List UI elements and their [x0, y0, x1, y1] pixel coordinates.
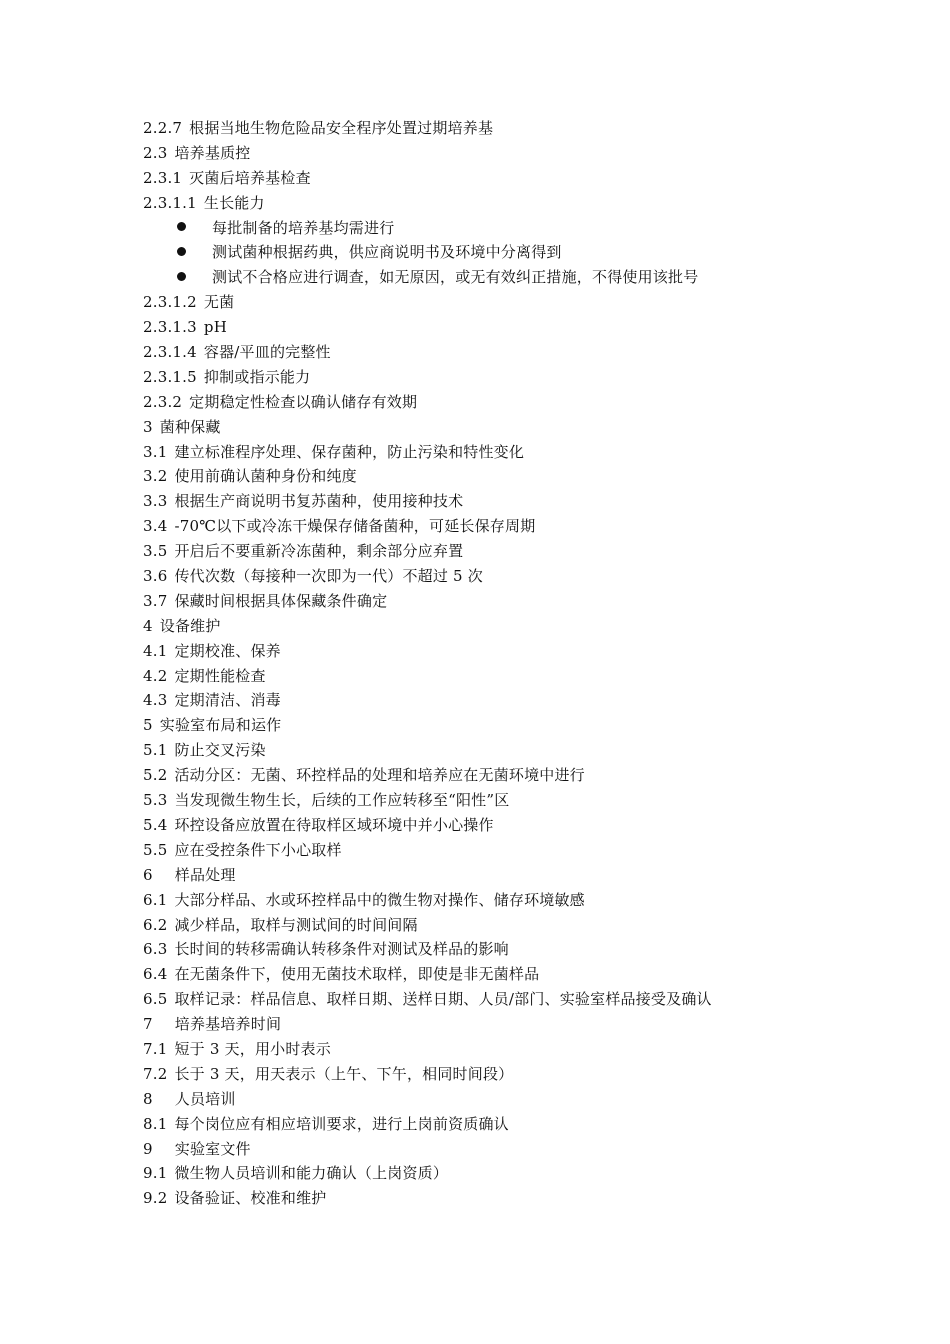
outline-item [143, 539, 903, 564]
item-text: 生长能力 [203, 193, 265, 212]
outline-item [143, 1087, 903, 1112]
section-number: 2.3.1.1 [143, 193, 197, 212]
outline-item [143, 987, 903, 1012]
outline-item [143, 464, 903, 489]
bullet-icon [177, 222, 186, 231]
outline-item [143, 166, 903, 191]
item-text: 应在受控条件下小心取样 [174, 840, 342, 859]
item-text: 样品处理 [174, 865, 236, 884]
item-text: -70℃以下或冷冻干燥保存储备菌种，可延长保存周期 [174, 517, 536, 536]
item-text: 在无菌条件下，使用无菌技术取样，即使是非无菌样品 [174, 965, 540, 984]
item-text: 定期稳定性检查以确认储存有效期 [189, 392, 418, 411]
section-number: 2.3.1 [143, 168, 183, 187]
outline-item [143, 1062, 903, 1087]
section-number: 4 [143, 616, 153, 635]
section-number: 3.4 [143, 517, 168, 536]
section-number: 9.2 [143, 1189, 168, 1208]
outline-item [143, 290, 903, 315]
item-text: pH [203, 318, 227, 337]
section-number: 3.7 [143, 591, 168, 610]
section-number: 3.2 [143, 467, 168, 486]
outline-item [143, 863, 903, 888]
section-number: 8 [143, 1089, 153, 1108]
section-number: 3.6 [143, 567, 168, 586]
outline-item [143, 116, 903, 141]
outline-item [143, 514, 903, 539]
section-number: 5.5 [143, 840, 168, 859]
item-text: 灭菌后培养基检查 [189, 168, 311, 187]
section-number: 7.1 [143, 1039, 168, 1058]
section-number: 5.2 [143, 766, 168, 785]
item-text: 根据生产商说明书复苏菌种，使用接种技术 [174, 492, 464, 511]
outline-item [143, 340, 903, 365]
outline-item [143, 639, 903, 664]
section-number: 2.2.7 [143, 119, 183, 137]
section-number: 2.3.1.3 [143, 318, 197, 337]
outline-item [143, 1037, 903, 1062]
section-number: 2.3.1.5 [143, 367, 197, 386]
outline-item [143, 664, 903, 689]
document-body [143, 116, 903, 1211]
section-number: 9.1 [143, 1164, 168, 1183]
item-text: 抑制或指示能力 [203, 367, 311, 386]
bullet-item [143, 265, 903, 290]
outline-item [143, 962, 903, 987]
section-number: 8.1 [143, 1114, 168, 1133]
section-number: 5.4 [143, 815, 168, 834]
section-number: 6.3 [143, 940, 168, 959]
bullet-icon [177, 272, 186, 281]
outline-item [143, 365, 903, 390]
item-text: 减少样品，取样与测试间的时间间隔 [174, 915, 418, 934]
section-number: 9 [143, 1139, 153, 1158]
outline-item [143, 489, 903, 514]
outline-item [143, 1012, 903, 1037]
section-number: 3.5 [143, 542, 168, 561]
section-number: 6 [143, 865, 153, 884]
section-number: 3.3 [143, 492, 168, 511]
outline-item [143, 688, 903, 713]
section-number: 3 [143, 417, 153, 436]
section-number: 7 [143, 1015, 153, 1034]
outline-item [143, 1137, 903, 1162]
item-text: 活动分区：无菌、环控样品的处理和培养应在无菌环境中进行 [174, 766, 585, 785]
bullet-item [143, 216, 903, 241]
section-number: 7.2 [143, 1064, 168, 1083]
section-number: 4.2 [143, 666, 168, 685]
section-number: 5.3 [143, 791, 168, 810]
outline-item [143, 440, 903, 465]
outline-item [143, 937, 903, 962]
outline-item [143, 141, 903, 166]
item-text: 测试菌种根据药典，供应商说明书及环境中分离得到 [212, 243, 562, 262]
bullet-icon [177, 247, 186, 256]
item-text: 无菌 [203, 293, 235, 312]
item-text: 定期清洁、消毒 [174, 691, 281, 710]
section-number: 2.3.2 [143, 392, 183, 411]
outline-item [143, 788, 903, 813]
item-text: 大部分样品、水或环控样品中的微生物对操作、储存环境敏感 [174, 890, 585, 909]
section-number: 2.3 [143, 143, 168, 162]
item-text: 微生物人员培训和能力确认（上岗资质） [174, 1164, 449, 1183]
outline-item [143, 1112, 903, 1137]
outline-item [143, 888, 903, 913]
item-text: 长时间的转移需确认转移条件对测试及样品的影响 [174, 940, 509, 959]
item-text: 每批制备的培养基均需进行 [212, 218, 395, 237]
item-text: 容器/平皿的完整性 [203, 343, 331, 362]
item-text: 培养基质控 [174, 143, 251, 162]
outline-item [143, 713, 903, 738]
section-number: 5.1 [143, 741, 168, 760]
item-text: 防止交叉污染 [174, 741, 266, 760]
item-text: 设备验证、校准和维护 [174, 1189, 327, 1208]
item-text: 定期性能检查 [174, 666, 266, 685]
item-text: 根据当地生物危险品安全程序处置过期培养基 [189, 119, 494, 137]
bullet-item [143, 240, 903, 265]
item-text: 菌种保藏 [159, 417, 221, 436]
section-number: 6.1 [143, 890, 168, 909]
item-text: 环控设备应放置在待取样区域环境中并小心操作 [174, 815, 494, 834]
item-text: 当发现微生物生长，后续的工作应转移至“阳性”区 [174, 791, 510, 810]
outline-item [143, 415, 903, 440]
item-text: 实验室布局和运作 [159, 716, 282, 735]
outline-item [143, 614, 903, 639]
outline-item [143, 913, 903, 938]
item-text: 使用前确认菌种身份和纯度 [174, 467, 357, 486]
item-text: 长于 3 天，用天表示（上午、下午，相同时间段） [174, 1064, 514, 1083]
outline-item [143, 315, 903, 340]
section-number: 6.5 [143, 990, 168, 1009]
item-text: 保藏时间根据具体保藏条件确定 [174, 591, 388, 610]
outline-item [143, 191, 903, 216]
item-text: 取样记录：样品信息、取样日期、送样日期、人员/部门、实验室样品接受及确认 [174, 990, 712, 1009]
outline-item [143, 1186, 903, 1211]
outline-item [143, 564, 903, 589]
outline-item [143, 589, 903, 614]
section-number: 4.1 [143, 641, 168, 660]
item-text: 测试不合格应进行调查，如无原因，或无有效纠正措施，不得使用该批号 [212, 268, 699, 287]
item-text: 实验室文件 [174, 1139, 251, 1158]
item-text: 定期校准、保养 [174, 641, 281, 660]
outline-item [143, 763, 903, 788]
item-text: 传代次数（每接种一次即为一代）不超过 5 次 [174, 567, 483, 586]
item-text: 人员培训 [174, 1089, 236, 1108]
item-text: 培养基培养时间 [174, 1015, 282, 1034]
outline-item [143, 1161, 903, 1186]
section-number: 6.4 [143, 965, 168, 984]
outline-item [143, 838, 903, 863]
outline-item [143, 813, 903, 838]
section-number: 3.1 [143, 442, 168, 461]
item-text: 短于 3 天，用小时表示 [174, 1039, 331, 1058]
section-number: 4.3 [143, 691, 168, 710]
item-text: 每个岗位应有相应培训要求，进行上岗前资质确认 [174, 1114, 509, 1133]
outline-item [143, 738, 903, 763]
item-text: 开启后不要重新冷冻菌种，剩余部分应弃置 [174, 542, 464, 561]
section-number: 2.3.1.2 [143, 293, 197, 312]
item-text: 建立标准程序处理、保存菌种，防止污染和特性变化 [174, 442, 525, 461]
section-number: 2.3.1.4 [143, 343, 197, 362]
outline-item [143, 390, 903, 415]
section-number: 5 [143, 716, 153, 735]
item-text: 设备维护 [159, 616, 221, 635]
section-number: 6.2 [143, 915, 168, 934]
